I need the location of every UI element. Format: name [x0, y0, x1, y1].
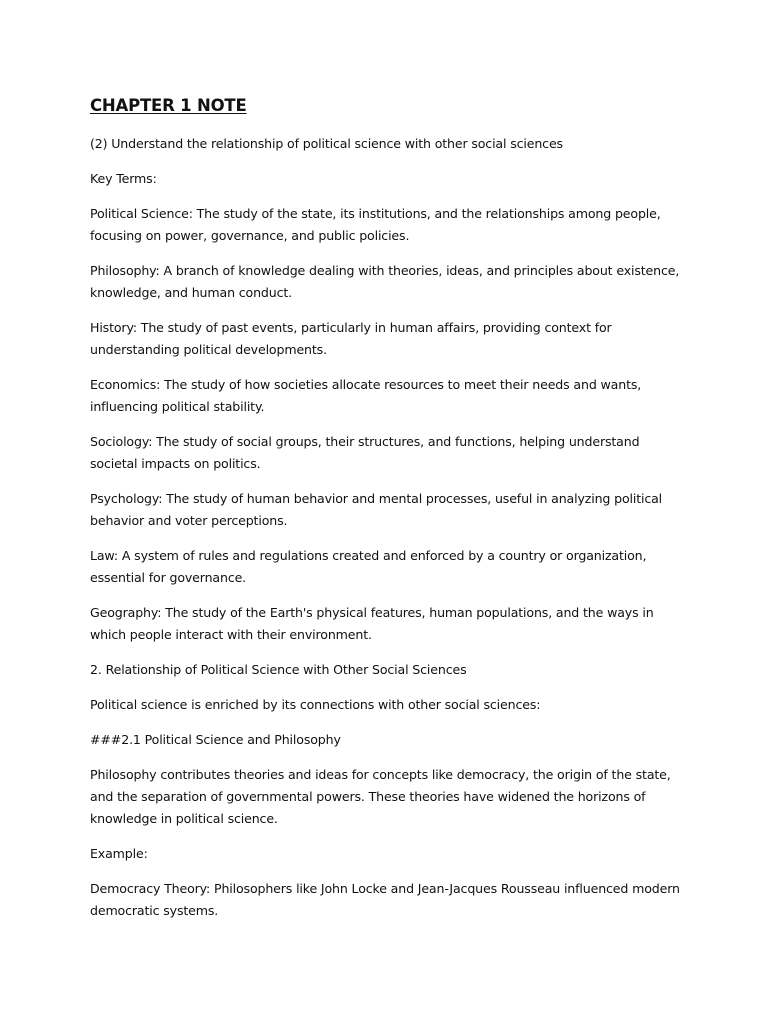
objective-line: (2) Understand the relationship of political science with other social sciences: [90, 136, 563, 151]
term-law: Law: A system of rules and regulations created and enforced by a country or organization, essential for governance.: [90, 548, 647, 585]
term-history: History: The study of past events, particularly in human affairs, providing context for understanding political developments.: [90, 320, 612, 357]
example-label: Example:: [90, 846, 148, 861]
term-political-science: Political Science: The study of the state, its institutions, and the relationships among people, focusing on power, governance, and public policies.: [90, 206, 661, 243]
section-heading: 2. Relationship of Political Science with Other Social Sciences: [90, 662, 467, 677]
term-geography: Geography: The study of the Earth's physical features, human populations, and the ways in which people interact with their environment.: [90, 605, 654, 642]
key-terms-heading: Key Terms:: [90, 171, 157, 186]
term-psychology: Psychology: The study of human behavior and mental processes, useful in analyzing political behavior and voter perceptions.: [90, 491, 663, 528]
philosophy-paragraph: Philosophy contributes theories and ideas for concepts like democracy, the origin of the state, and the separation of governmental powers. These theories have widened the horizons of knowledge in political science.: [90, 767, 671, 826]
term-philosophy: Philosophy: A branch of knowledge dealing with theories, ideas, and principles about existence, knowledge, and human conduct.: [90, 263, 680, 300]
term-economics: Economics: The study of how societies allocate resources to meet their needs and wants, influencing political stability.: [90, 377, 642, 414]
section-intro: Political science is enriched by its connections with other social sciences:: [90, 697, 541, 712]
subsection-heading: ###2.1 Political Science and Philosophy: [90, 732, 341, 747]
document-page: [90, 94, 690, 935]
chapter-title: CHAPTER 1 NOTE: [90, 96, 247, 115]
term-sociology: Sociology: The study of social groups, their structures, and functions, helping understand societal impacts on politics.: [90, 434, 640, 471]
democracy-theory-paragraph: Democracy Theory: Philosophers like John Locke and Jean-Jacques Rousseau influenced modern democratic systems.: [90, 881, 680, 918]
